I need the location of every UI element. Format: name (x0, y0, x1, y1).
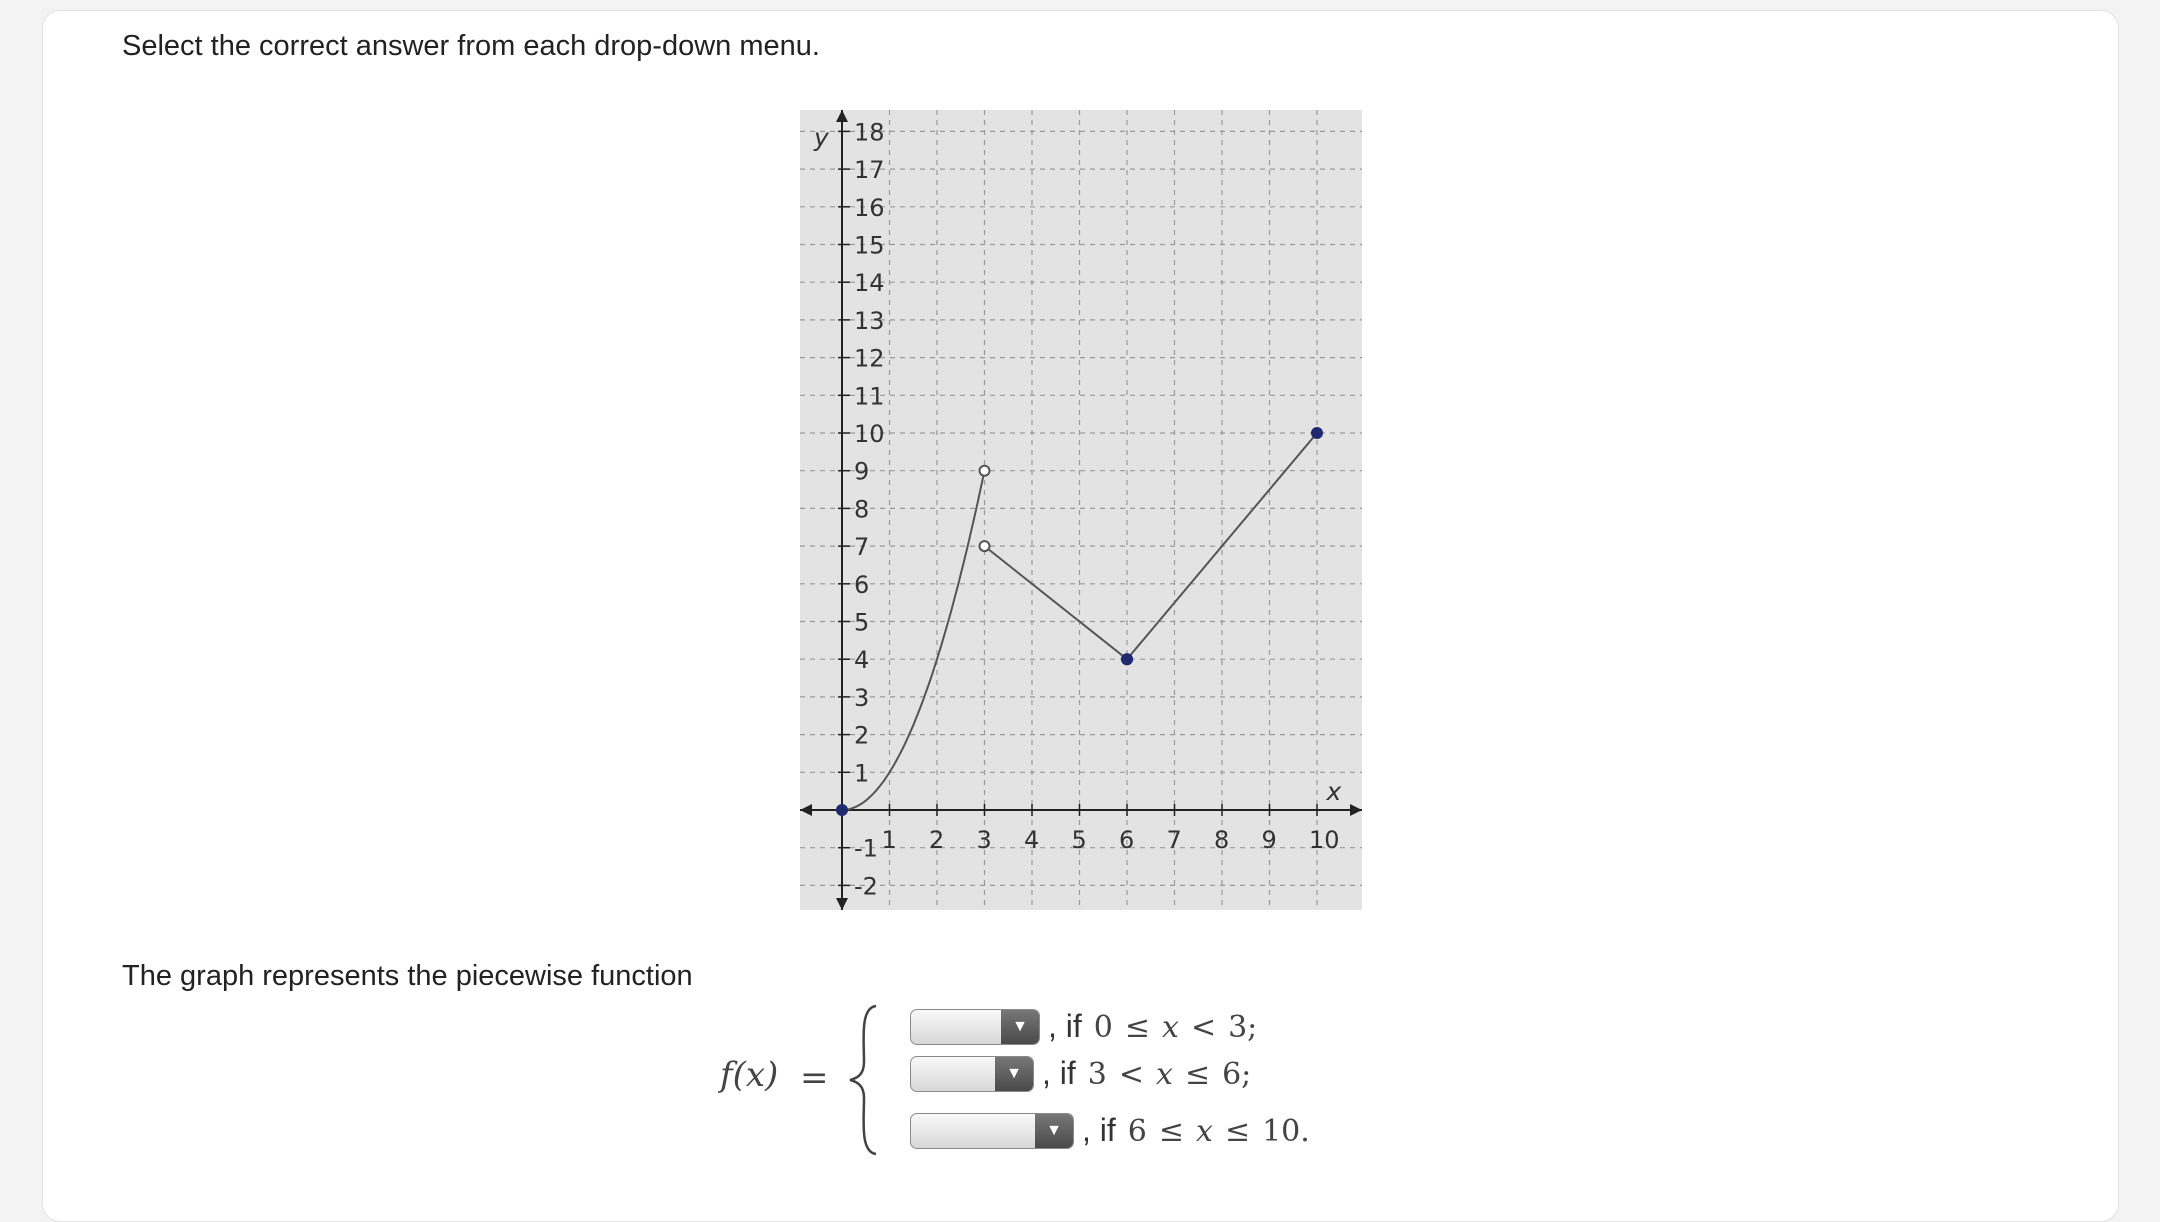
x-axis-arrow-left-icon (800, 804, 812, 816)
x-tick-label: 4 (1024, 826, 1040, 854)
equals-sign: = (800, 1058, 829, 1098)
x-tick-label: 8 (1214, 826, 1230, 854)
y-tick-label: 8 (854, 495, 870, 524)
y-tick-label: 7 (854, 533, 870, 562)
x-axis-arrow-right-icon (1350, 804, 1362, 816)
piece-3-condition (1082, 1112, 1310, 1149)
condition-end: ; (1247, 1010, 1258, 1045)
y-tick-label: 4 (854, 646, 870, 675)
question-prompt: The graph represents the piecewise function (122, 960, 693, 992)
condition-low: 0 (1093, 1010, 1113, 1045)
piece-2-condition (1042, 1055, 1251, 1092)
y-tick-label: 18 (854, 118, 885, 147)
condition-op1: ≤ (1124, 1010, 1151, 1045)
condition-end: . (1300, 1114, 1310, 1149)
piece-1-dropdown[interactable] (910, 1009, 1040, 1045)
condition-high: 10 (1262, 1114, 1301, 1149)
y-tick-label: 16 (854, 193, 885, 222)
condition-var: x (1156, 1057, 1173, 1092)
y-tick-label: 13 (854, 306, 885, 335)
series-3-line (1127, 433, 1317, 659)
y-tick-label: 6 (854, 570, 870, 599)
condition-high: 3 (1228, 1010, 1248, 1045)
condition-prefix: , if (1042, 1055, 1076, 1091)
piece-row-1 (910, 1008, 1257, 1045)
condition-op1: ≤ (1158, 1114, 1185, 1149)
closed-endpoint (1311, 427, 1323, 439)
x-tick-label: 9 (1261, 826, 1277, 854)
condition-op2: ≤ (1184, 1057, 1211, 1092)
condition-prefix: , if (1048, 1008, 1082, 1044)
condition-prefix: , if (1082, 1112, 1116, 1148)
y-tick-label: 9 (854, 457, 870, 486)
y-tick-label: 3 (854, 683, 870, 712)
y-tick-label: 17 (854, 156, 885, 185)
piece-3-dropdown[interactable] (910, 1113, 1074, 1149)
function-label: f(x) (720, 1055, 779, 1095)
piece-row-2 (910, 1055, 1251, 1092)
open-endpoint (980, 541, 990, 551)
function-graph (800, 110, 1362, 910)
y-tick-label: 11 (854, 382, 885, 411)
x-tick-label: 2 (929, 826, 945, 854)
y-tick-label: 1 (854, 759, 870, 788)
y-tick-label: 14 (854, 269, 885, 298)
piece-2-dropdown[interactable] (910, 1056, 1034, 1092)
closed-endpoint (1121, 653, 1133, 665)
y-tick-label: -2 (854, 872, 878, 901)
condition-low: 3 (1087, 1057, 1107, 1092)
closed-endpoint (836, 804, 848, 816)
piece-row-3 (910, 1112, 1310, 1149)
condition-low: 6 (1127, 1114, 1147, 1149)
y-tick-label: 2 (854, 721, 870, 750)
y-axis-label: y (814, 123, 829, 152)
left-brace-icon (846, 1000, 886, 1160)
x-tick-label: 3 (976, 826, 992, 854)
x-tick-label: 5 (1071, 826, 1087, 854)
y-tick-label: 15 (854, 231, 885, 260)
piece-1-condition (1048, 1008, 1257, 1045)
y-axis-arrow-down-icon (836, 898, 848, 910)
y-axis-arrow-up-icon (836, 110, 848, 122)
x-tick-label: 6 (1119, 826, 1135, 854)
triangle-down-icon[interactable]: ▼ (1035, 1114, 1073, 1148)
x-tick-label: 10 (1309, 826, 1340, 854)
condition-end: ; (1241, 1057, 1252, 1092)
y-tick-label: 10 (854, 420, 885, 448)
graph-canvas (800, 110, 1362, 910)
y-tick-label: -1 (854, 834, 878, 863)
x-tick-label: 7 (1166, 826, 1182, 854)
condition-high: 6 (1222, 1057, 1242, 1092)
y-tick-label: 12 (854, 344, 885, 373)
triangle-down-icon[interactable]: ▼ (995, 1057, 1033, 1091)
open-endpoint (980, 466, 990, 476)
condition-var: x (1162, 1010, 1179, 1045)
y-tick-label: 5 (854, 608, 870, 637)
condition-op1: < (1118, 1057, 1145, 1092)
series-2-line (985, 546, 1128, 659)
condition-var: x (1196, 1114, 1213, 1149)
x-axis-label: x (1326, 777, 1342, 806)
condition-op2: ≤ (1224, 1114, 1251, 1149)
x-tick-label: 1 (881, 826, 897, 854)
triangle-down-icon[interactable]: ▼ (1001, 1010, 1039, 1044)
condition-op2: < (1190, 1010, 1217, 1045)
instruction-text: Select the correct answer from each drop-down menu. (122, 30, 820, 62)
